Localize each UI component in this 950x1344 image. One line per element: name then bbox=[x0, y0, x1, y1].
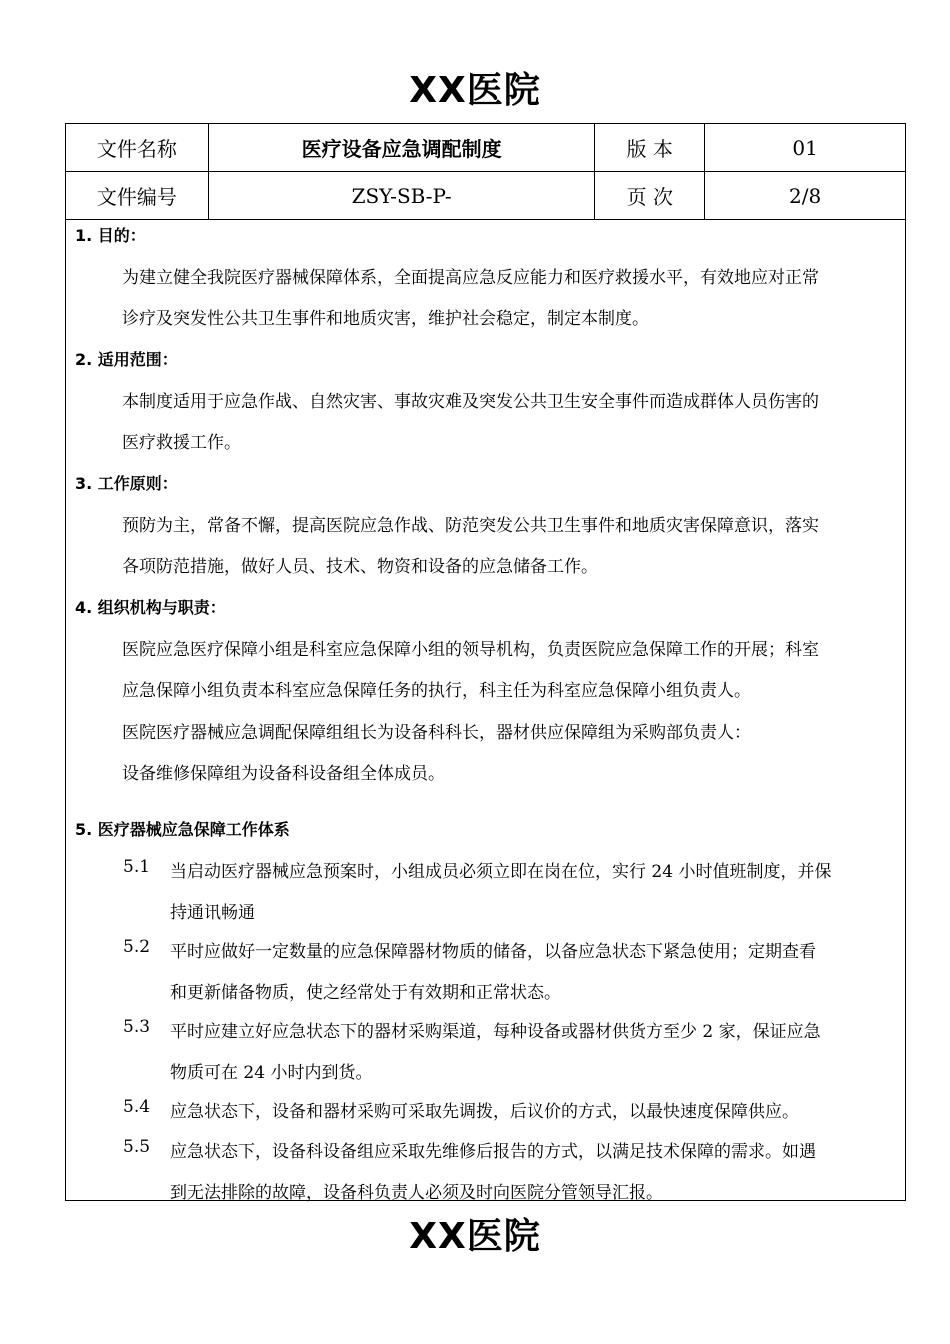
item-number: 5.2 bbox=[123, 937, 151, 957]
section-3-line: 各项防范措施，做好人员、技术、物资和设备的应急储备工作。 bbox=[122, 557, 598, 577]
document-info-table bbox=[65, 123, 906, 220]
file-number-value: ZSY-SB-P- bbox=[208, 172, 595, 220]
file-number-label: 文件编号 bbox=[66, 172, 209, 220]
item-line: 应急状态下，设备和器材采购可采取先调拨，后议价的方式，以最快速度保障供应。 bbox=[170, 1102, 799, 1122]
hospital-footer-title: XX医院 bbox=[409, 1216, 541, 1257]
file-name-label: 文件名称 bbox=[66, 124, 209, 172]
section-4-line: 设备维修保障组为设备科设备组全体成员。 bbox=[122, 764, 445, 784]
section-1-title: 1. 目的： bbox=[75, 226, 146, 245]
item-line: 应急状态下，设备科设备组应采取先维修后报告的方式，以满足技术保障的需求。如遇 bbox=[170, 1142, 816, 1162]
item-number: 5.1 bbox=[123, 857, 151, 877]
item-number: 5.3 bbox=[123, 1017, 151, 1037]
section-3-title: 3. 工作原则： bbox=[75, 474, 178, 493]
section-5-title: 5. 医疗器械应急保障工作体系 bbox=[75, 820, 290, 839]
item-number: 5.5 bbox=[123, 1137, 151, 1157]
file-name-value: 医疗设备应急调配制度 bbox=[208, 124, 595, 172]
section-4-line: 医院医疗器械应急调配保障组组长为设备科科长，器材供应保障组为采购部负责人： bbox=[122, 723, 751, 743]
item-line: 和更新储备物质，使之经常处于有效期和正常状态。 bbox=[170, 983, 561, 1003]
section-4-title: 4. 组织机构与职责： bbox=[75, 598, 226, 617]
item-line: 当启动医疗器械应急预案时，小组成员必须立即在岗在位，实行 24 小时值班制度，并保 bbox=[170, 862, 832, 882]
hospital-title: XX医院 bbox=[409, 70, 541, 111]
section-2-title: 2. 适用范围： bbox=[75, 350, 178, 369]
section-2-line: 本制度适用于应急作战、自然灾害、事故灾难及突发公共卫生安全事件而造成群体人员伤害的 bbox=[122, 392, 819, 412]
item-number: 5.4 bbox=[123, 1097, 151, 1117]
section-4-line: 应急保障小组负责本科室应急保障任务的执行，科主任为科室应急保障小组负责人。 bbox=[122, 681, 751, 701]
section-4-line: 医院应急医疗保障小组是科室应急保障小组的领导机构，负责医院应急保障工作的开展；科室 bbox=[122, 640, 819, 660]
section-2-line: 医疗救援工作。 bbox=[122, 433, 241, 453]
page-value: 2/8 bbox=[705, 172, 906, 220]
section-1-line: 为建立健全我院医疗器械保障体系，全面提高应急反应能力和医疗救援水平，有效地应对正常 bbox=[122, 268, 819, 288]
section-3-line: 预防为主，常备不懈，提高医院应急作战、防范突发公共卫生事件和地质灾害保障意识，落实 bbox=[122, 516, 819, 536]
item-line: 到无法排除的故障，设备科负责人必须及时向医院分管领导汇报。 bbox=[170, 1183, 663, 1203]
item-line: 平时应建立好应急状态下的器材采购渠道，每种设备或器材供货方至少 2 家，保证应急 bbox=[170, 1022, 821, 1042]
version-label: 版 本 bbox=[595, 124, 705, 172]
version-value: 01 bbox=[705, 124, 906, 172]
item-line: 物质可在 24 小时内到货。 bbox=[170, 1063, 373, 1083]
item-line: 平时应做好一定数量的应急保障器材物质的储备，以备应急状态下紧急使用；定期查看 bbox=[170, 942, 816, 962]
section-1-line: 诊疗及突发性公共卫生事件和地质灾害，维护社会稳定，制定本制度。 bbox=[122, 309, 649, 329]
table-row bbox=[66, 172, 906, 220]
table-row bbox=[66, 124, 906, 172]
item-line: 持通讯畅通 bbox=[170, 903, 255, 923]
page-label: 页 次 bbox=[595, 172, 705, 220]
